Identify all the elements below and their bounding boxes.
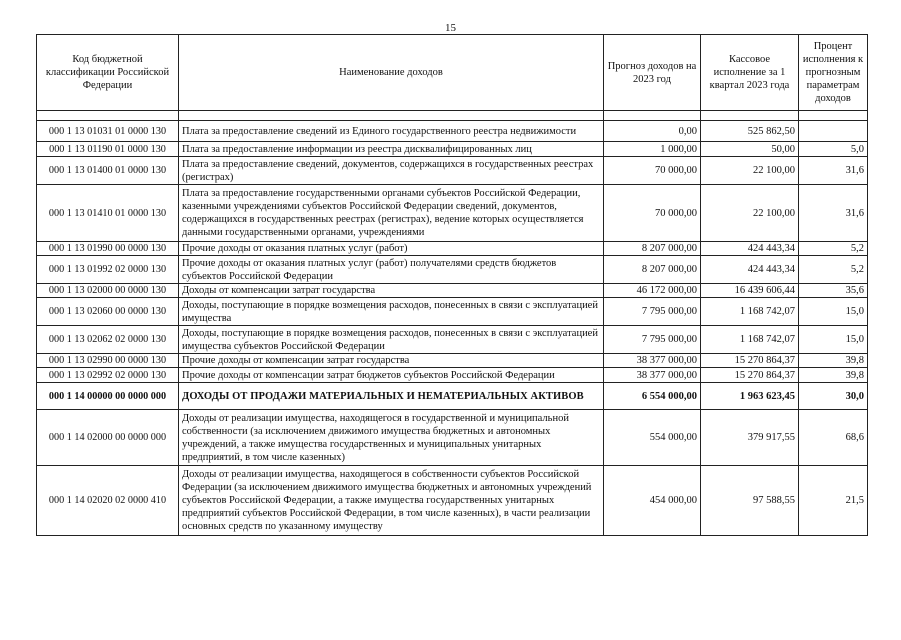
row-actual: 97 588,55 bbox=[701, 466, 799, 536]
table-row bbox=[37, 298, 868, 326]
row-code: 000 1 13 02990 00 0000 130 bbox=[37, 354, 179, 368]
row-code: 000 1 13 01031 01 0000 130 bbox=[37, 121, 179, 142]
row-name: Прочие доходы от компенсации затрат бюджетов субъектов Российской Федерации bbox=[179, 368, 604, 383]
row-actual: 1 168 742,07 bbox=[701, 298, 799, 326]
row-code: 000 1 13 01400 01 0000 130 bbox=[37, 157, 179, 185]
table-row bbox=[37, 284, 868, 298]
table-row bbox=[37, 142, 868, 157]
row-percent: 39,8 bbox=[799, 354, 868, 368]
row-percent: 39,8 bbox=[799, 368, 868, 383]
header-actual: Кассовое исполнение за 1 квартал 2023 года bbox=[701, 35, 799, 111]
row-code: 000 1 14 00000 00 0000 000 bbox=[37, 383, 179, 410]
table-header-row bbox=[37, 35, 868, 111]
row-actual: 22 100,00 bbox=[701, 157, 799, 185]
row-actual: 50,00 bbox=[701, 142, 799, 157]
row-name: Плата за предоставление информации из реестра дисквалифицированных лиц bbox=[179, 142, 604, 157]
header-percent: Процент исполнения к прогнозным параметрам доходов bbox=[799, 35, 868, 111]
table-row bbox=[37, 326, 868, 354]
row-actual: 22 100,00 bbox=[701, 185, 799, 242]
revenue-table bbox=[36, 34, 868, 536]
row-name: Плата за предоставление сведений, документов, содержащихся в государственных реестрах (регистрах) bbox=[179, 157, 604, 185]
row-forecast: 6 554 000,00 bbox=[604, 383, 701, 410]
row-percent: 68,6 bbox=[799, 410, 868, 466]
row-code: 000 1 13 02062 02 0000 130 bbox=[37, 326, 179, 354]
header-spacer-row bbox=[37, 111, 868, 121]
table-row bbox=[37, 368, 868, 383]
row-actual: 1 963 623,45 bbox=[701, 383, 799, 410]
row-name: Прочие доходы от оказания платных услуг (работ) bbox=[179, 242, 604, 256]
row-actual: 379 917,55 bbox=[701, 410, 799, 466]
row-actual: 424 443,34 bbox=[701, 242, 799, 256]
row-name: Прочие доходы от компенсации затрат государства bbox=[179, 354, 604, 368]
row-actual: 15 270 864,37 bbox=[701, 354, 799, 368]
row-percent: 5,2 bbox=[799, 256, 868, 284]
row-code: 000 1 13 01992 02 0000 130 bbox=[37, 256, 179, 284]
row-code: 000 1 14 02000 00 0000 000 bbox=[37, 410, 179, 466]
row-name: Доходы, поступающие в порядке возмещения расходов, понесенных в связи с эксплуатацией имущества bbox=[179, 298, 604, 326]
row-name: Доходы, поступающие в порядке возмещения расходов, понесенных в связи с эксплуатацией имущества субъектов Российской Федерации bbox=[179, 326, 604, 354]
row-percent: 15,0 bbox=[799, 326, 868, 354]
row-forecast: 0,00 bbox=[604, 121, 701, 142]
row-actual: 1 168 742,07 bbox=[701, 326, 799, 354]
row-forecast: 7 795 000,00 bbox=[604, 298, 701, 326]
row-forecast: 8 207 000,00 bbox=[604, 242, 701, 256]
row-forecast: 38 377 000,00 bbox=[604, 354, 701, 368]
table-row bbox=[37, 410, 868, 466]
row-percent: 5,2 bbox=[799, 242, 868, 256]
table-row bbox=[37, 157, 868, 185]
row-name: ДОХОДЫ ОТ ПРОДАЖИ МАТЕРИАЛЬНЫХ И НЕМАТЕРИАЛЬНЫХ АКТИВОВ bbox=[179, 383, 604, 410]
row-actual: 424 443,34 bbox=[701, 256, 799, 284]
row-percent: 30,0 bbox=[799, 383, 868, 410]
page-number: 15 bbox=[445, 22, 456, 34]
row-name: Прочие доходы от оказания платных услуг (работ) получателями средств бюджетов субъектов Российской Федерации bbox=[179, 256, 604, 284]
row-forecast: 1 000,00 bbox=[604, 142, 701, 157]
row-name: Доходы от компенсации затрат государства bbox=[179, 284, 604, 298]
row-forecast: 46 172 000,00 bbox=[604, 284, 701, 298]
row-forecast: 554 000,00 bbox=[604, 410, 701, 466]
row-actual: 15 270 864,37 bbox=[701, 368, 799, 383]
row-forecast: 70 000,00 bbox=[604, 157, 701, 185]
row-actual: 525 862,50 bbox=[701, 121, 799, 142]
header-forecast: Прогноз доходов на 2023 год bbox=[604, 35, 701, 111]
row-code: 000 1 13 02992 02 0000 130 bbox=[37, 368, 179, 383]
row-percent bbox=[799, 121, 868, 142]
row-percent: 31,6 bbox=[799, 185, 868, 242]
row-code: 000 1 13 02000 00 0000 130 bbox=[37, 284, 179, 298]
row-code: 000 1 13 01410 01 0000 130 bbox=[37, 185, 179, 242]
row-name: Плата за предоставление сведений из Единого государственного реестра недвижимости bbox=[179, 121, 604, 142]
row-percent: 15,0 bbox=[799, 298, 868, 326]
row-name: Плата за предоставление государственными органами субъектов Российской Федерации, казенными учреждениями субъектов Российской Федерации сведений, документов, содержащихся в государственных реестрах (регистрах), ведение которых осуществляется данными государственными органами, учреждениями bbox=[179, 185, 604, 242]
table-row-section bbox=[37, 383, 868, 410]
table-row bbox=[37, 466, 868, 536]
row-percent: 21,5 bbox=[799, 466, 868, 536]
table-row bbox=[37, 354, 868, 368]
row-forecast: 8 207 000,00 bbox=[604, 256, 701, 284]
row-code: 000 1 13 02060 00 0000 130 bbox=[37, 298, 179, 326]
row-percent: 31,6 bbox=[799, 157, 868, 185]
row-percent: 5,0 bbox=[799, 142, 868, 157]
table-row bbox=[37, 185, 868, 242]
table-row bbox=[37, 242, 868, 256]
row-forecast: 7 795 000,00 bbox=[604, 326, 701, 354]
row-forecast: 454 000,00 bbox=[604, 466, 701, 536]
table-row bbox=[37, 121, 868, 142]
row-forecast: 38 377 000,00 bbox=[604, 368, 701, 383]
row-code: 000 1 13 01190 01 0000 130 bbox=[37, 142, 179, 157]
row-code: 000 1 13 01990 00 0000 130 bbox=[37, 242, 179, 256]
row-code: 000 1 14 02020 02 0000 410 bbox=[37, 466, 179, 536]
header-code: Код бюджетной классификации Российской Федерации bbox=[37, 35, 179, 111]
row-name: Доходы от реализации имущества, находящегося в государственной и муниципальной собственности (за исключением движимого имущества бюджетных и автономных учреждений, а также имущества государственных и муниципальных унитарных предприятий, в том числе казенных) bbox=[179, 410, 604, 466]
row-name: Доходы от реализации имущества, находящегося в собственности субъектов Российской Федерации (за исключением движимого имущества бюджетных и автономных учреждений субъектов Российской Федерации, а также имущества государственных унитарных предприятий субъектов Российской Федерации, в том числе казенных), в части реализации основных средств по указанному имуществу bbox=[179, 466, 604, 536]
row-percent: 35,6 bbox=[799, 284, 868, 298]
row-forecast: 70 000,00 bbox=[604, 185, 701, 242]
header-name: Наименование доходов bbox=[179, 35, 604, 111]
row-actual: 16 439 606,44 bbox=[701, 284, 799, 298]
table-row bbox=[37, 256, 868, 284]
